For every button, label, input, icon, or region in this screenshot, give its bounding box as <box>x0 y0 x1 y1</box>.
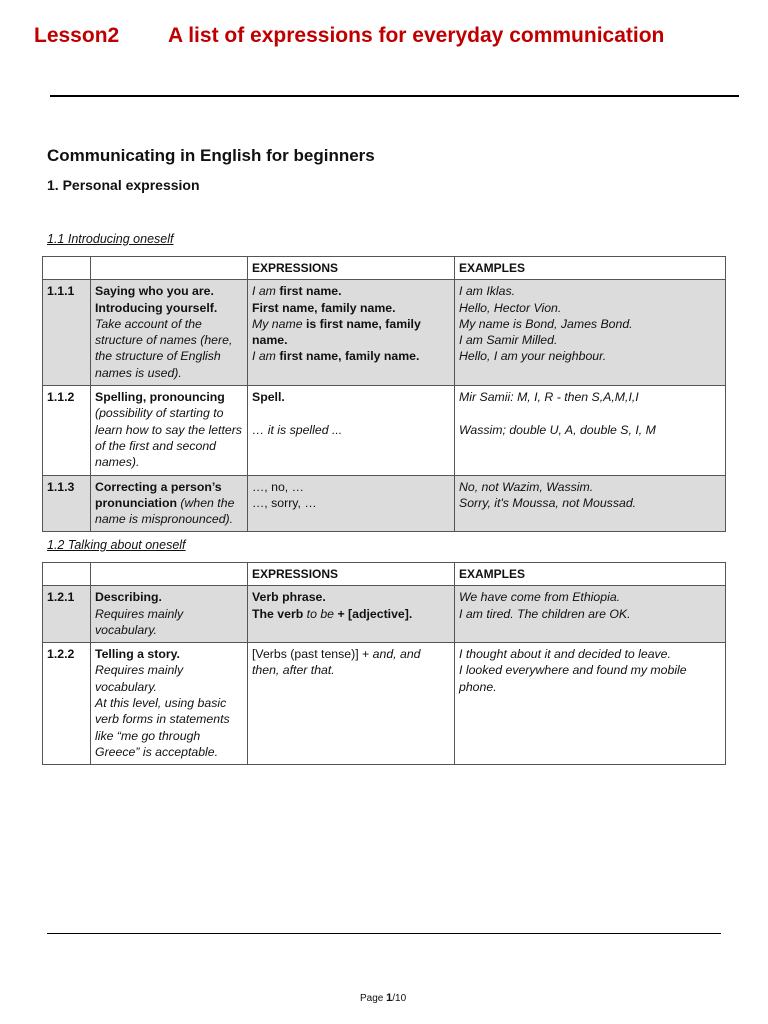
description-line: Requires mainly vocabulary. <box>95 606 184 637</box>
example-line: Sorry, it's Moussa, not Moussad. <box>459 495 637 510</box>
description-line: (when the name is mispronounced). <box>95 495 235 527</box>
row-description <box>91 643 248 765</box>
expression-text: My name <box>252 316 303 331</box>
row-examples <box>455 643 726 765</box>
expression-text: to be <box>306 606 335 621</box>
table-row <box>43 386 726 475</box>
header-cell-empty <box>91 563 248 586</box>
subsection-heading-1-2: 1.2 Talking about oneself <box>47 538 186 552</box>
example-line: I thought about it and decided to leave. <box>459 647 671 662</box>
row-expressions <box>248 475 455 532</box>
example-line: My name is Bond, James Bond. <box>459 316 633 331</box>
row-number: 1.1.3 <box>43 475 91 532</box>
page-label: Page <box>360 993 387 1004</box>
description-line: Introducing yourself. <box>95 300 218 315</box>
page-header <box>34 24 734 54</box>
example-line: We have come from Ethiopia. <box>459 590 621 605</box>
description-line: Describing. <box>95 590 162 605</box>
expression-text: [Verbs (past tense)] + <box>252 647 373 662</box>
lesson-label: Lesson2 <box>34 24 120 47</box>
expression-text: Spell. <box>252 390 285 405</box>
example-line: Wassim; double U, A, double S, I, M <box>459 422 656 437</box>
header-expressions: EXPRESSIONS <box>248 563 455 586</box>
expression-text: is first name, family name. <box>252 316 421 348</box>
description-line: At this level, using basic verb forms in statements like “me go through Greece” is acceptable. <box>95 696 230 759</box>
table-header-row <box>43 563 726 586</box>
example-line: I looked everywhere and found my mobile phone. <box>459 663 687 694</box>
row-examples <box>455 386 726 475</box>
row-number: 1.1.2 <box>43 386 91 475</box>
example-line: Mir Samii: M, I, R - then S,A,M,I,I <box>459 390 639 405</box>
footer-divider <box>47 933 721 934</box>
row-description <box>91 586 248 643</box>
row-expressions <box>248 280 455 386</box>
row-description <box>91 280 248 386</box>
description-line: (possibility of starting to learn how to say the letters of the first and second names). <box>95 406 242 470</box>
talking-table <box>42 562 726 765</box>
example-line: Hello, I am your neighbour. <box>459 349 607 364</box>
expression-text: …, no, … <box>252 479 304 494</box>
lesson-title: A list of expressions for everyday communication <box>168 24 665 47</box>
row-examples <box>455 586 726 643</box>
table-row <box>43 643 726 765</box>
expression-text: + [adjective]. <box>334 606 413 621</box>
expression-text: and, and then, after that. <box>252 647 421 678</box>
expression-text: I am <box>252 349 276 364</box>
row-number: 1.1.1 <box>43 280 91 386</box>
row-examples <box>455 280 726 386</box>
page-current: 1 <box>386 992 393 1004</box>
example-line: I am Iklas. <box>459 284 516 299</box>
example-line: I am Samir Milled. <box>459 333 558 348</box>
row-expressions <box>248 643 455 765</box>
header-cell-empty <box>91 257 248 280</box>
page-total: /10 <box>392 993 407 1004</box>
description-line: Take account of the structure of names (here, the structure of English names is used). <box>95 316 233 380</box>
header-cell-empty <box>43 257 91 280</box>
expression-text: Verb phrase. <box>252 590 326 605</box>
row-examples <box>455 475 726 532</box>
header-divider <box>50 95 739 97</box>
expression-text: The verb <box>252 606 307 621</box>
example-line: No, not Wazim, Wassim. <box>459 479 594 494</box>
row-number: 1.2.1 <box>43 586 91 643</box>
row-description <box>91 475 248 532</box>
row-expressions <box>248 586 455 643</box>
table-row <box>43 280 726 386</box>
description-line: Spelling, pronouncing <box>95 390 225 405</box>
expression-text: first name, family name. <box>275 349 420 364</box>
table-row <box>43 586 726 643</box>
example-line: Hello, Hector Vion. <box>459 300 562 315</box>
introducing-table <box>42 256 726 532</box>
section-heading: 1. Personal expression <box>47 177 200 193</box>
page-heading: Communicating in English for beginners <box>47 146 375 165</box>
page-number <box>360 992 406 1004</box>
description-line: Saying who you are. <box>95 284 214 299</box>
header-cell-empty <box>43 563 91 586</box>
row-number: 1.2.2 <box>43 643 91 765</box>
expression-text: First name, family name. <box>252 300 396 315</box>
header-expressions: EXPRESSIONS <box>248 257 455 280</box>
expression-text: I am <box>252 284 276 299</box>
row-expressions <box>248 386 455 475</box>
expression-text: … it is spelled ... <box>252 422 343 437</box>
description-line: Correcting a person’s pronunciation <box>95 479 222 510</box>
description-line: Requires mainly vocabulary. <box>95 663 184 694</box>
header-examples: EXAMPLES <box>455 257 726 280</box>
table-row <box>43 475 726 532</box>
expression-text: first name. <box>275 284 342 299</box>
example-line: I am tired. The children are OK. <box>459 606 631 621</box>
expression-text: …, sorry, … <box>252 495 317 510</box>
table-header-row <box>43 257 726 280</box>
description-line: Telling a story. <box>95 647 180 662</box>
subsection-heading-1-1: 1.1 Introducing oneself <box>47 232 174 246</box>
row-description <box>91 386 248 475</box>
header-examples: EXAMPLES <box>455 563 726 586</box>
